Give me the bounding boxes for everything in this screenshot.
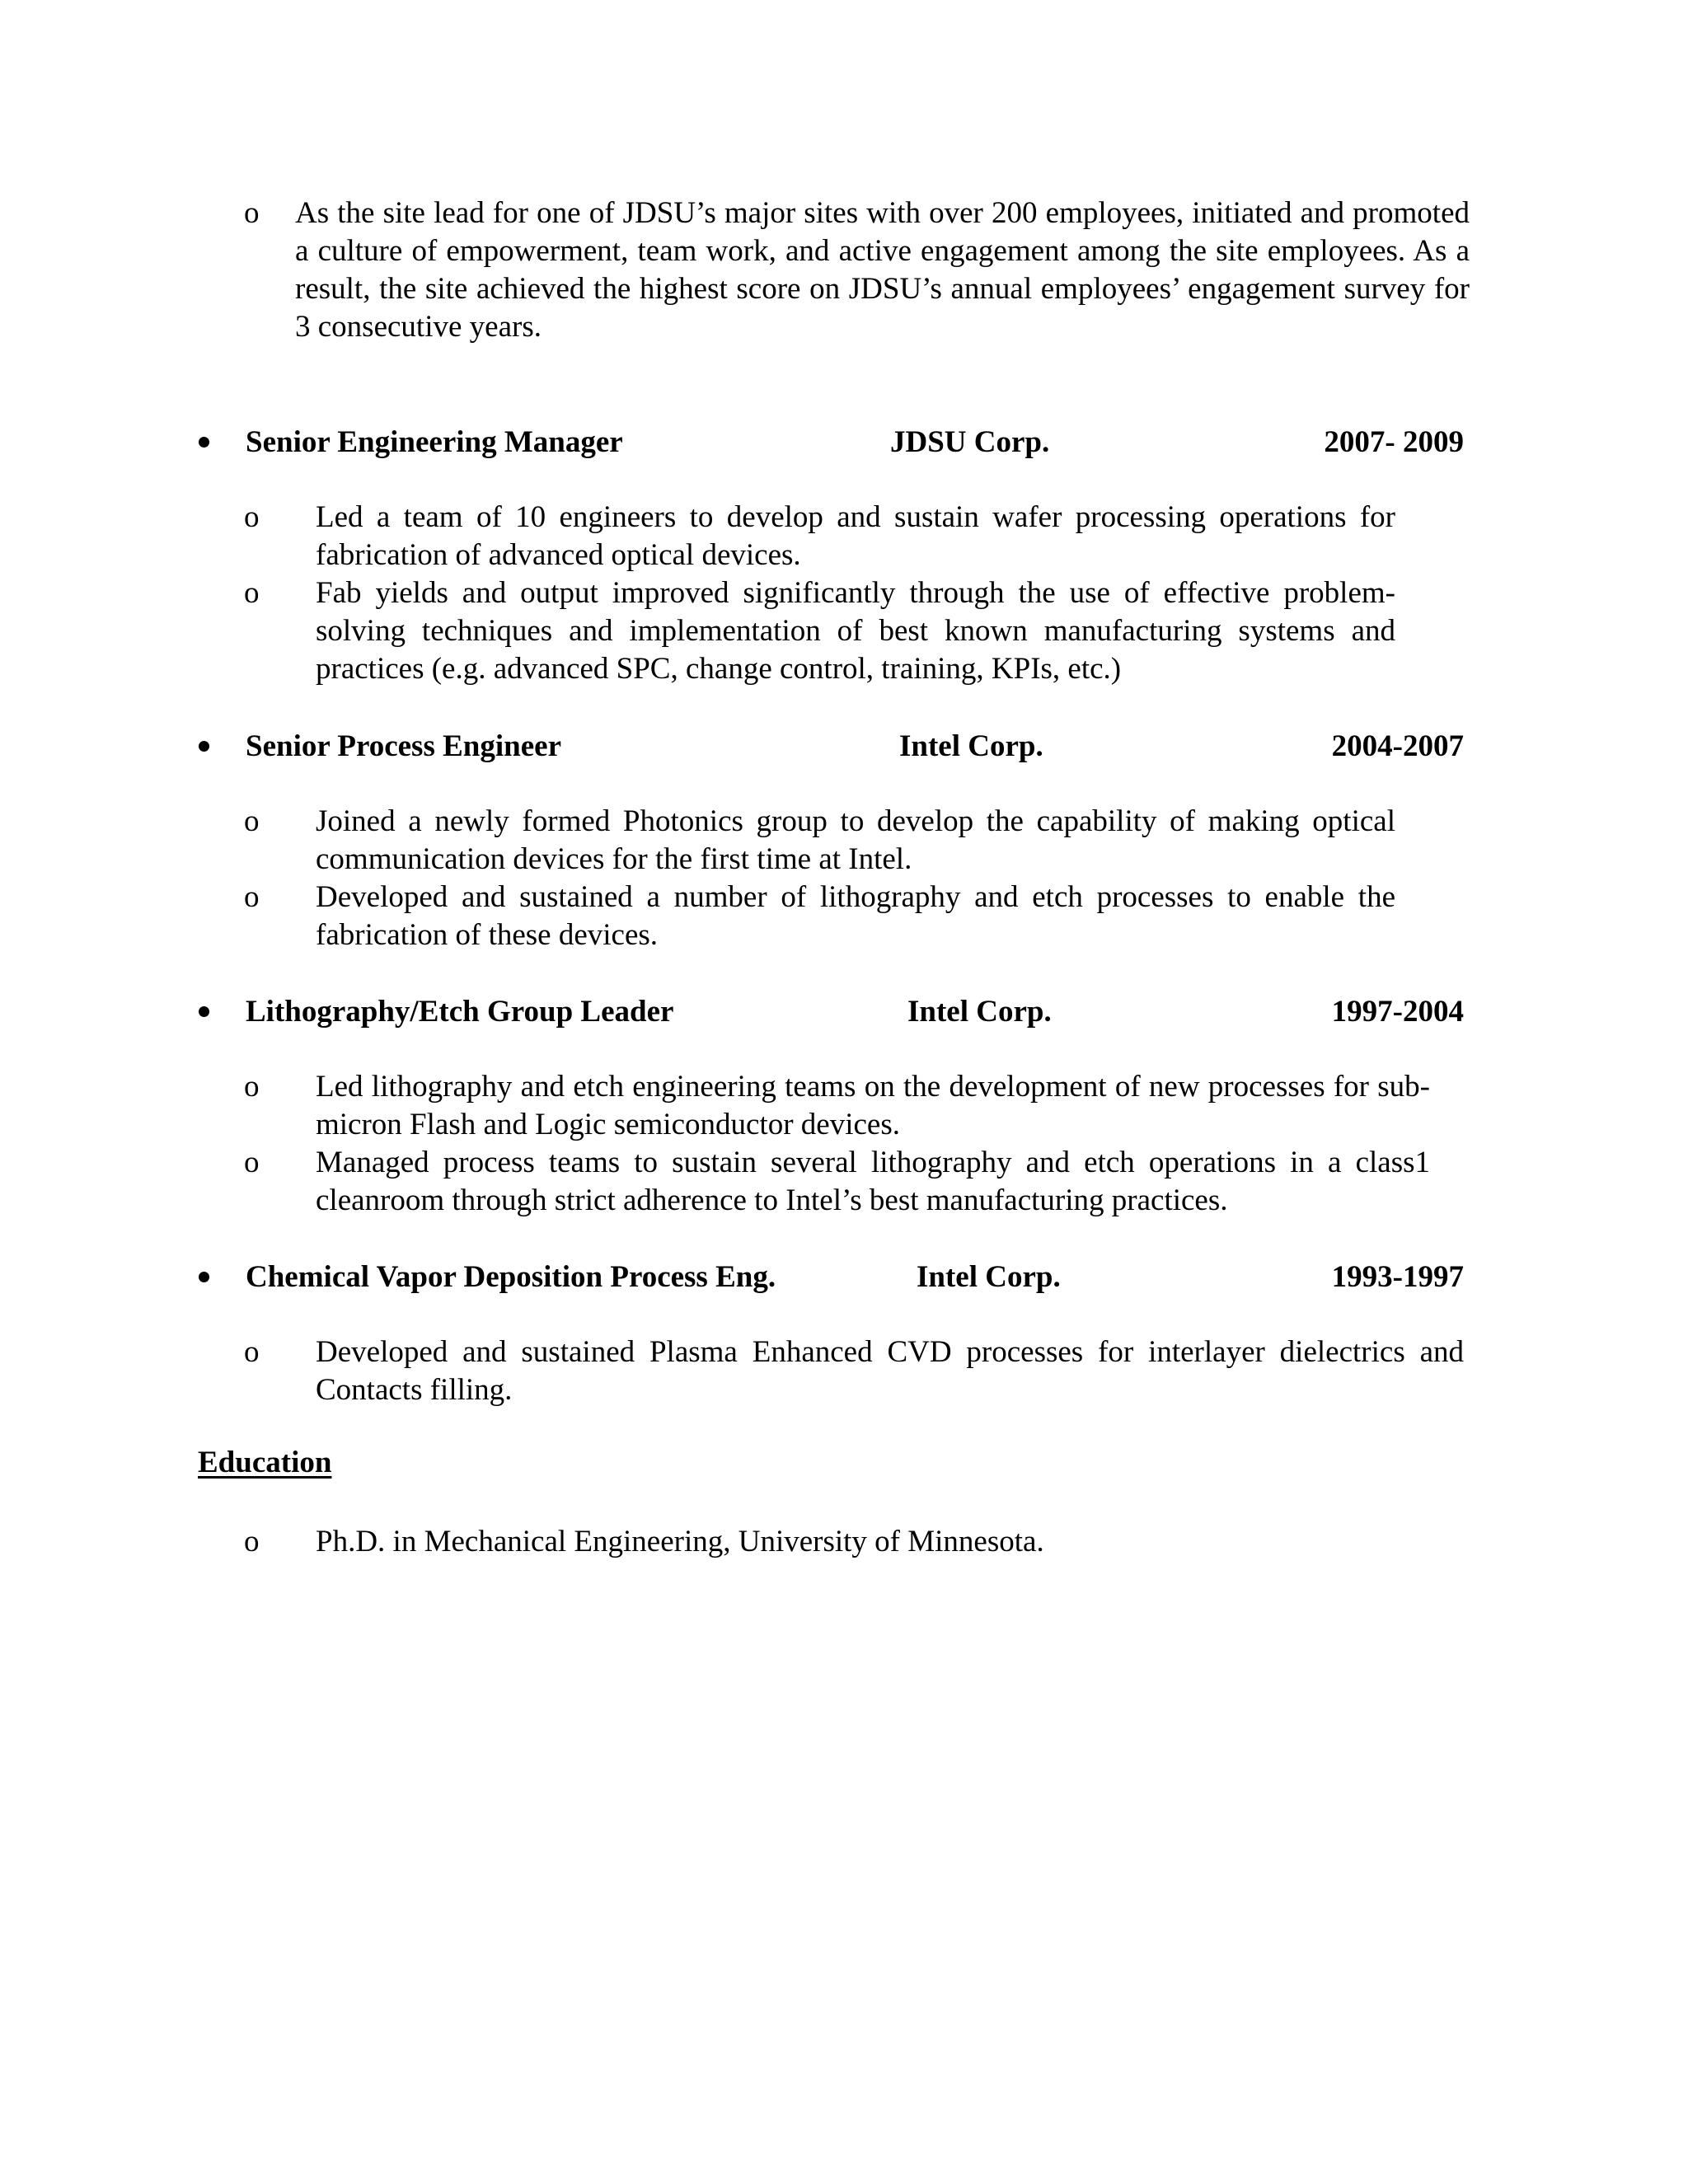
sub-bullet-marker: o (244, 196, 260, 230)
sub-bullet-marker: o (244, 804, 260, 838)
job-title: Chemical Vapor Deposition Process Eng. (246, 1260, 776, 1294)
job-bullet-disc (199, 1006, 209, 1017)
job-title: Senior Process Engineer (246, 729, 561, 763)
job-bullet-disc (199, 437, 209, 448)
job-company: Intel Corp. (907, 995, 1052, 1029)
job-bullet-text: Fab yields and output improved significantly through the use of effective problem-solving techniques and implementation of best known manufacturing systems and practices (e.g. advanced SPC, change control, training, KPIs, etc.) (316, 576, 1395, 686)
job-bullet-text: Developed and sustained Plasma Enhanced CVD processes for interlayer dielectrics and Contacts filling. (316, 1335, 1464, 1407)
job-bullet-text: Led a team of 10 engineers to develop and sustain wafer processing operations for fabrication of advanced optical devices. (316, 500, 1395, 572)
sub-bullet-marker: o (244, 1525, 260, 1558)
job-company: Intel Corp. (917, 1260, 1061, 1294)
job-company: Intel Corp. (899, 729, 1043, 763)
sub-bullet-marker: o (244, 1335, 260, 1369)
sub-bullet-marker: o (244, 1070, 260, 1104)
intro-bullet-text: As the site lead for one of JDSU’s major sites with over 200 employees, initiated and promoted a culture of empowerment, team work, and active engagement among the site employees. As a result, the site achieved the highest score on JDSU’s annual employees’ engagement survey for 3 consecutive years. (295, 196, 1470, 344)
job-bullet-disc (199, 741, 209, 752)
job-years: 1993-1997 (1331, 1260, 1464, 1294)
job-bullet-text: Joined a newly formed Photonics group to develop the capability of making optical communication devices for the first time at Intel. (316, 804, 1395, 876)
job-bullet-disc (199, 1272, 209, 1282)
job-years: 1997-2004 (1331, 995, 1464, 1029)
job-years: 2007- 2009 (1324, 425, 1464, 459)
job-bullet-text: Developed and sustained a number of lithography and etch processes to enable the fabrication of these devices. (316, 880, 1395, 952)
job-title: Lithography/Etch Group Leader (246, 995, 674, 1029)
sub-bullet-marker: o (244, 500, 260, 534)
job-company: JDSU Corp. (890, 425, 1050, 459)
sub-bullet-marker: o (244, 880, 260, 914)
job-years: 2004-2007 (1331, 729, 1464, 763)
education-heading: Education (198, 1446, 332, 1479)
sub-bullet-marker: o (244, 1146, 260, 1179)
job-title: Senior Engineering Manager (246, 425, 623, 459)
education-item-text: Ph.D. in Mechanical Engineering, University of Minnesota. (316, 1525, 1044, 1558)
sub-bullet-marker: o (244, 576, 260, 610)
job-bullet-text: Led lithography and etch engineering teams on the development of new processes for sub-micron Flash and Logic semiconductor devices. (316, 1070, 1430, 1141)
job-bullet-text: Managed process teams to sustain several lithography and etch operations in a class1 cleanroom through strict adherence to Intel’s best manufacturing practices. (316, 1146, 1430, 1217)
